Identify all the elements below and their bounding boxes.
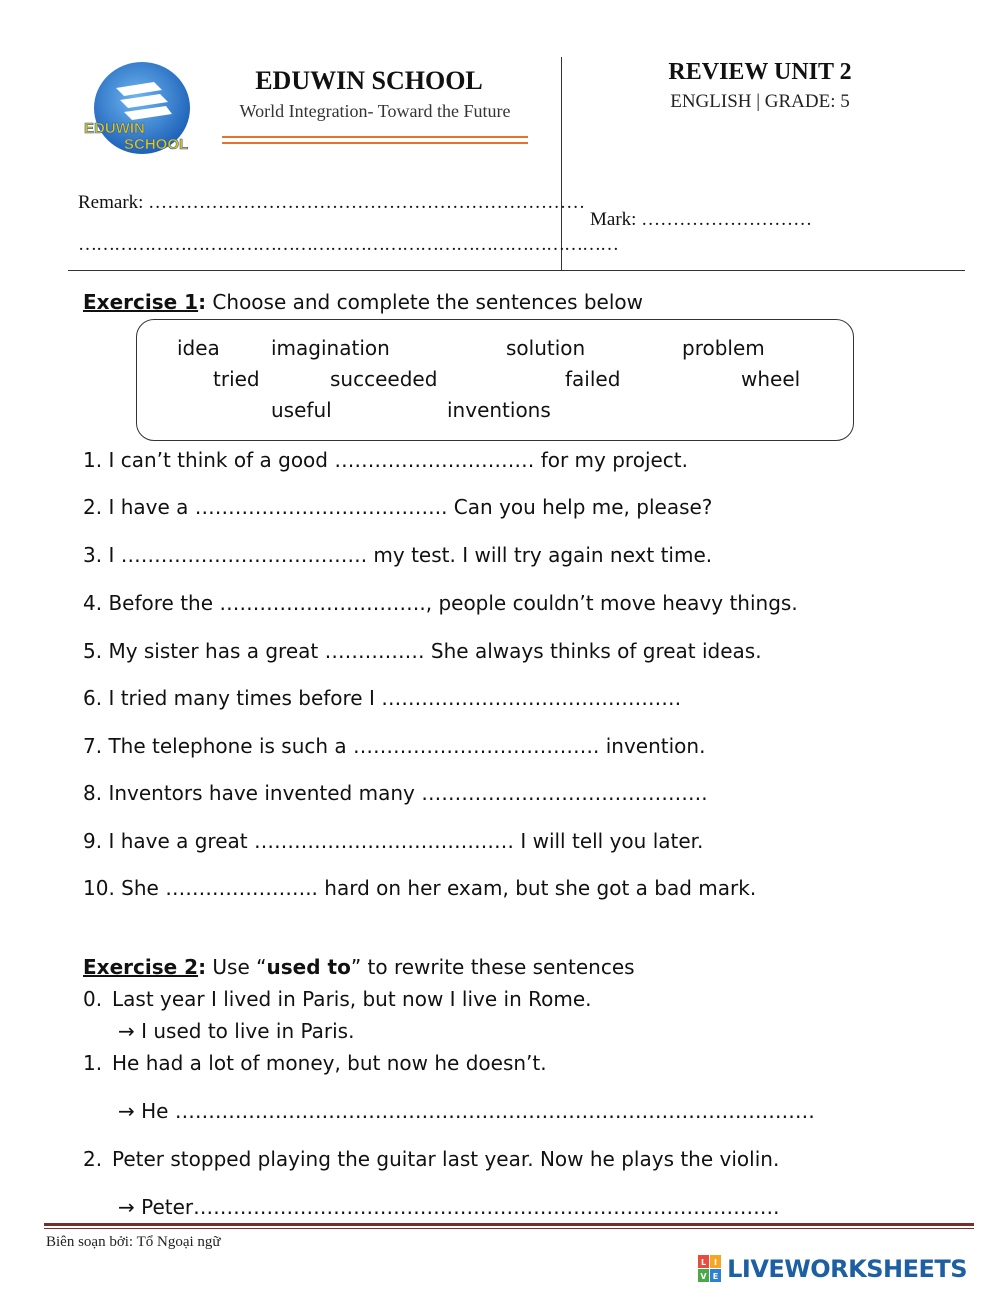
mark-field: Mark: ……………………… <box>590 209 813 230</box>
exercise-2-title <box>83 955 635 979</box>
exercise-1-sentence: 8. Inventors have invented many ……………………………………. <box>83 781 708 805</box>
review-title: REVIEW UNIT 2 <box>668 59 852 85</box>
exercise-1-sentence: 6. I tried many times before I ……………………………………… <box>83 686 682 710</box>
header-horizontal-divider <box>68 270 965 271</box>
exercise-1-sentence: 7. The telephone is such a ………………………………. invention. <box>83 734 706 758</box>
school-motto: World Integration- Toward the Future <box>239 101 511 121</box>
motto-underline-top <box>222 136 528 138</box>
footer-rule-thin <box>44 1228 974 1229</box>
exercise-2-instruction-pre: Use “ <box>212 955 267 979</box>
exercise-1-title <box>83 290 643 314</box>
block-letter: V <box>700 1272 707 1281</box>
arrow-icon: → <box>118 1099 135 1123</box>
question-2-number: 2. <box>83 1147 103 1171</box>
exercise-1-sentence: 10. She ………………….. hard on her exam, but she got a bad mark. <box>83 876 757 900</box>
motto-underline-bottom <box>222 142 528 144</box>
liveworksheets-brand-text: LIVEWORKSHEETS <box>727 1255 968 1283</box>
remark-line-1: Remark: …………………………………………………………… <box>78 192 586 213</box>
word-bank-item: problem <box>682 336 765 360</box>
block-letter: E <box>712 1272 719 1281</box>
exercise-1-sentence: 3. I ………………………………. my test. I will try again next time. <box>83 543 713 567</box>
question-2-answer-text: Peter……………………………………………………………………………. <box>141 1195 780 1219</box>
example-sentence: Last year I lived in Paris, but now I live in Rome. <box>112 987 592 1011</box>
footer-credit: Biên soạn bởi: Tổ Ngoại ngữ <box>46 1234 221 1250</box>
question-1-sentence: He had a lot of money, but now he doesn’t. <box>112 1051 547 1075</box>
exercise-1-instruction: Choose and complete the sentences below <box>212 290 644 314</box>
liveworksheets-logo <box>698 1255 967 1285</box>
exercise-2-colon: : <box>198 955 207 979</box>
question-1-answer-text: He …………………………………………………………………………………… <box>141 1099 815 1123</box>
liveworksheets-blocks-icon <box>698 1255 722 1283</box>
word-bank-item: failed <box>565 367 621 391</box>
question-1-answer <box>118 1099 815 1123</box>
logo-text-school: SCHOOL <box>124 136 189 153</box>
question-2-answer <box>118 1195 780 1219</box>
arrow-icon: → <box>118 1019 135 1043</box>
word-bank-item: tried <box>213 367 260 391</box>
school-name: EDUWIN SCHOOL <box>255 66 483 95</box>
word-bank-item: solution <box>506 336 586 360</box>
school-logo <box>80 60 200 160</box>
exercise-1-sentence: 1. I can’t think of a good ………………………… for my project. <box>83 448 688 472</box>
word-bank-item: useful <box>271 398 332 422</box>
exercise-1-sentence: 5. My sister has a great …………… She always thinks of great ideas. <box>83 639 762 663</box>
word-bank-item: idea <box>177 336 220 360</box>
example-number: 0. <box>83 987 103 1011</box>
exercise-2-instruction-bold: used to <box>266 955 351 979</box>
question-1-number: 1. <box>83 1051 103 1075</box>
remark-line-2: ……………………………………………………………………………… <box>78 234 618 255</box>
arrow-icon: → <box>118 1195 135 1219</box>
exercise-1-sentence: 9. I have a great ………………………………… I will tell you later. <box>83 829 704 853</box>
word-bank-item: inventions <box>447 398 551 422</box>
block-letter: I <box>714 1258 717 1267</box>
word-bank-item: imagination <box>271 336 390 360</box>
word-bank-item: wheel <box>741 367 801 391</box>
exercise-2-label: Exercise 2 <box>83 955 199 979</box>
footer-rule-thick <box>44 1223 974 1226</box>
example-answer-text: I used to live in Paris. <box>141 1019 355 1043</box>
word-bank-item: succeeded <box>330 367 438 391</box>
logo-text-eduwin: EDUWIN <box>84 120 145 137</box>
exercise-1-sentence: 2. I have a ……………………………….. Can you help me, please? <box>83 495 713 519</box>
exercise-2-instruction-post: ” to rewrite these sentences <box>350 955 635 979</box>
question-2-sentence: Peter stopped playing the guitar last year. Now he plays the violin. <box>112 1147 780 1171</box>
exercise-1-label: Exercise 1 <box>83 290 199 314</box>
exercise-1-colon: : <box>198 290 207 314</box>
example-answer <box>118 1019 354 1043</box>
exercise-1-sentence: 4. Before the …………………………., people couldn’t move heavy things. <box>83 591 798 615</box>
review-subtitle: ENGLISH | GRADE: 5 <box>670 91 850 112</box>
block-letter: L <box>700 1258 707 1267</box>
